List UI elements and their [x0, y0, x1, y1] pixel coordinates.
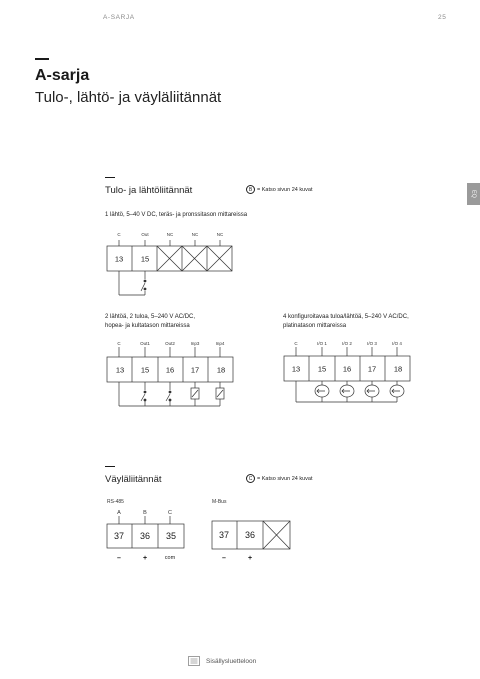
terminal-number: 18	[216, 365, 226, 375]
bus-section-heading: Väyläliitännät	[105, 474, 162, 485]
diagram3-caption-line1: 4 konfiguroitavaa tuloa/lähtöä, 5–240 V AC/DC,	[283, 314, 409, 320]
terminal-number: 35	[165, 531, 177, 541]
diagram1-terminal-block	[107, 240, 232, 295]
polarity-label: –	[222, 555, 226, 562]
terminal-number: 15	[317, 364, 327, 374]
reference-text: = Katso sivun 24 kuvat	[257, 186, 313, 193]
diagram3-label: I/O 3	[367, 341, 377, 346]
terminal-number: 15	[140, 254, 150, 264]
reference-letter-icon: C	[246, 474, 255, 483]
polarity-label: +	[142, 555, 148, 562]
terminal-number: 36	[139, 531, 151, 541]
reference-letter-icon: B	[246, 185, 255, 194]
diagram1-caption: 1 lähtö, 5–40 V DC, teräs- ja pronssitason mittareissa	[105, 212, 248, 218]
diagram1-label: NC	[166, 232, 174, 237]
diagram1-label: NC	[216, 232, 224, 237]
terminal-number: 13	[114, 254, 124, 264]
rs485-label: A	[117, 510, 121, 516]
diagram1-label: Out	[141, 232, 149, 237]
page-subtitle: Tulo-, lähtö- ja väyläliitännät	[35, 89, 222, 106]
toc-link[interactable]	[188, 656, 256, 666]
diagram3-terminal-block	[284, 347, 410, 402]
diagram2-caption-line2: hopea- ja kultatason mittareissa	[105, 323, 190, 329]
terminal-number: 18	[393, 364, 403, 374]
rs485-label: B	[143, 510, 147, 516]
terminal-number: 37	[218, 530, 230, 540]
diagram1-label: NC	[191, 232, 199, 237]
diagram3-label: I/O 2	[342, 341, 352, 346]
diagram2-caption-line1: 2 lähtöä, 2 tuloa, 5–240 V AC/DC,	[105, 314, 196, 320]
terminal-number: 15	[140, 365, 150, 375]
diagram2-label: Out2	[165, 341, 175, 346]
terminal-number: 16	[342, 364, 352, 374]
diagram2-label: Inp4	[215, 341, 225, 346]
diagram3-caption-line2: platinatason mittareissa	[283, 323, 347, 329]
rs485-label: C	[168, 510, 172, 516]
diagram2-label: Inp3	[190, 341, 200, 346]
polarity-label: +	[247, 555, 253, 562]
running-header: A-SARJA	[103, 14, 135, 21]
reference-text: = Katso sivun 24 kuvat	[257, 475, 313, 482]
page-title: A-sarja	[35, 67, 90, 84]
list-icon	[188, 656, 200, 666]
terminal-number: 37	[113, 531, 125, 541]
rs485-name: RS-485	[107, 499, 124, 505]
io-section-heading: Tulo- ja lähtöliitännät	[105, 185, 193, 196]
terminal-number: 17	[190, 365, 200, 375]
diagram3-label: C	[294, 341, 298, 346]
page-number: 25	[438, 14, 447, 21]
diagram2-label: Out1	[140, 341, 150, 346]
mbus-name: M-Bus	[212, 499, 227, 505]
diagram2-label: C	[117, 341, 121, 346]
chapter-tab[interactable]: EQ	[467, 183, 480, 205]
terminal-number: 13	[291, 364, 301, 374]
terminal-number: 16	[165, 365, 175, 375]
diagram1-label: C	[117, 232, 121, 237]
terminal-number: 36	[244, 530, 256, 540]
polarity-label: –	[117, 555, 121, 562]
diagram2-terminal-block	[107, 347, 233, 406]
polarity-label: com	[164, 555, 176, 561]
diagram3-label: I/O 4	[392, 341, 402, 346]
terminal-number: 17	[367, 364, 377, 374]
diagram3-label: I/O 1	[317, 341, 327, 346]
toc-link-label[interactable]: Sisällysluetteloon	[206, 657, 257, 665]
terminal-number: 13	[115, 365, 125, 375]
